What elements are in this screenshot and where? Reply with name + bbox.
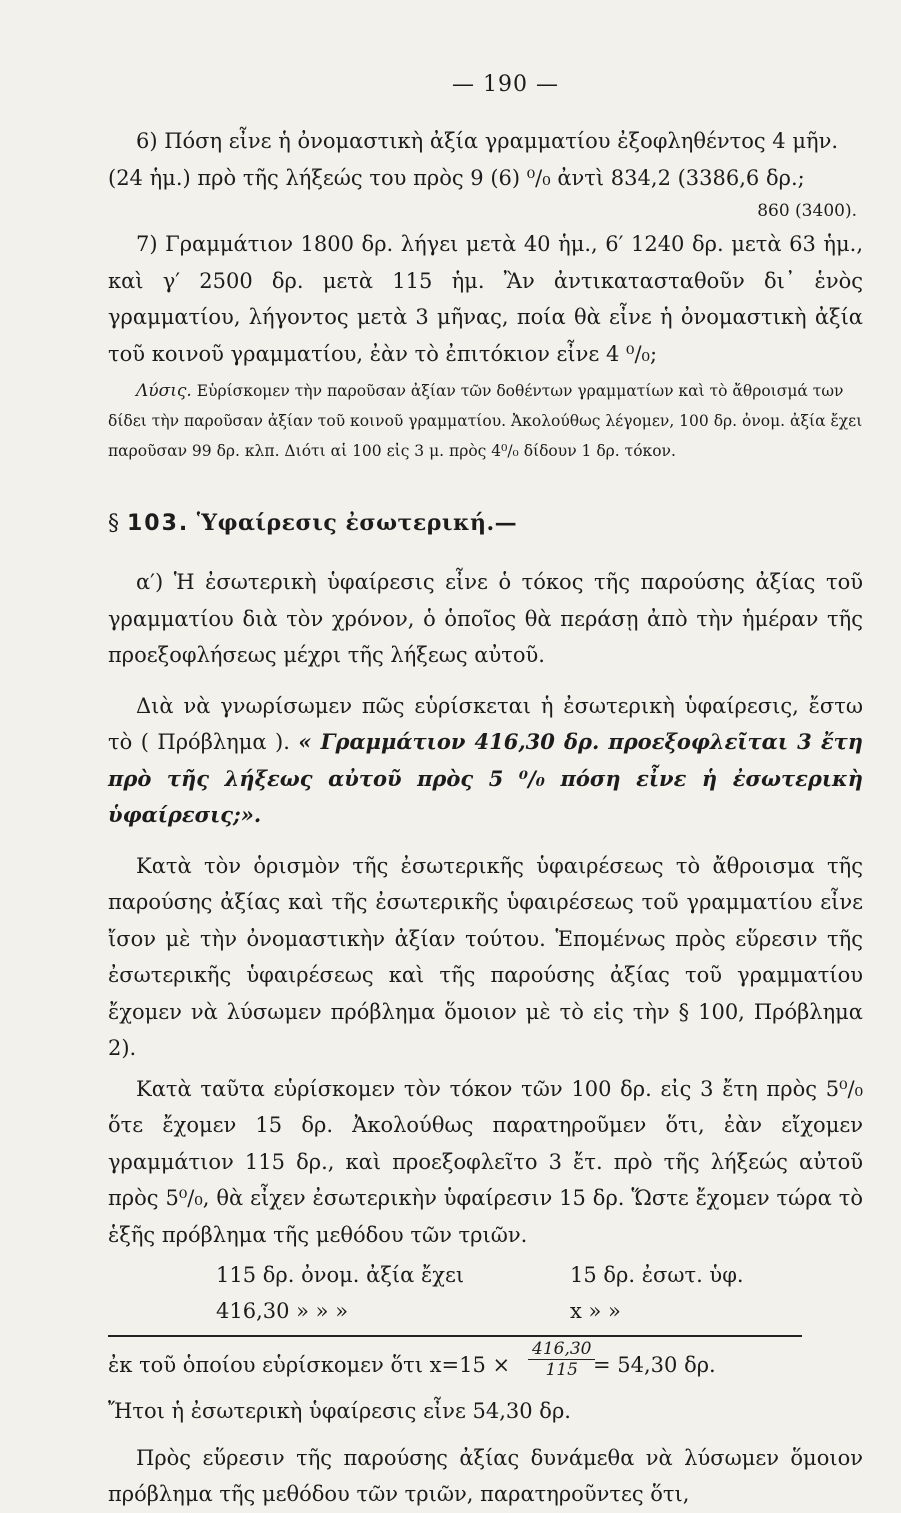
rule-of-three-table bbox=[108, 1257, 863, 1337]
problem-6-line-2: (24 ἡμ.) πρὸ τῆς λήξεώς του πρὸς 9 (6) ⁰/₀ ἀντὶ 834,2 (3386,6 δρ.; bbox=[108, 165, 805, 190]
solution-label: Λύσις. bbox=[136, 381, 192, 401]
fraction-denominator: 115 bbox=[545, 1360, 578, 1380]
paragraph-b-problem: « Γραμμάτιον 416,30 δρ. προεξοφλεῖται 3 ἔτη πρὸ τῆς λήξεως αὐτοῦ πρὸς 5 ⁰/₀ πόση εἶνε ἡ ἐσωτερικὴ ὑφαίρεσις;». bbox=[108, 729, 863, 827]
section-sign: § bbox=[108, 511, 120, 536]
paragraph-c: Κατὰ τὸν ὁρισμὸν τῆς ἐσωτερικῆς ὑφαιρέσεως τὸ ἄθροισμα τῆς παρούσης ἀξίας καὶ τῆς ἐσωτερικῆς ὑφαιρέσεως τοῦ γραμματίου εἶνε ἴσον μὲ τὴν ὀνομαστικὴν ἀξίαν τούτου. Ἑπομένως πρὸς εὕρεσιν τῆς ἐσωτερικῆς ὑφαιρέσεως καὶ τῆς παρούσης ἀξίας τοῦ γραμματίου ἔχομεν νὰ λύσωμεν πρόβλημα ὅμοιον μὲ τὸ εἰς τὴν § 100, Πρόβλημα 2). bbox=[108, 853, 863, 1060]
result-line: Ἤτοι ἡ ἐσωτερικὴ ὑφαίρεσις εἶνε 54,30 δρ. bbox=[108, 1399, 571, 1423]
row-1-right: 15 δρ. ἐσωτ. ὑφ. bbox=[570, 1263, 744, 1287]
table-row bbox=[108, 1293, 863, 1329]
row-2-left: 416,30 » » » bbox=[216, 1299, 349, 1323]
problem-6-line-1: 6) Πόση εἶνε ἡ ὀνομαστικὴ ἀξία γραμματίου ἐξοφληθέντος 4 μῆν. bbox=[136, 129, 839, 153]
problem-6-answer: 860 (3400). bbox=[757, 201, 857, 221]
table-rule bbox=[108, 1335, 802, 1337]
formula-lead: ἐκ τοῦ ὁποίου εὑρίσκομεν ὅτι x=15 × bbox=[108, 1353, 511, 1377]
page-number: — 190 — bbox=[452, 72, 559, 97]
section-heading bbox=[108, 510, 863, 536]
solution-text: Εὑρίσκομεν τὴν παροῦσαν ἀξίαν τῶν δοθέντων γραμματίων καὶ τὸ ἄθροισμά των δίδει τὴν παροῦσαν ἀξίαν τοῦ κοινοῦ γραμματίου. Ἀκολούθως λέγομεν, 100 δρ. ὀνομ. ἀξία ἔχει παροῦσαν 99 δρ. κλπ. Διότι αἱ 100 εἰς 3 μ. πρὸς 4⁰/₀ δίδουν 1 δρ. τόκον. bbox=[108, 382, 863, 460]
paragraph-b-intro: Διὰ νὰ γνωρίσωμεν πῶς εὑρίσκεται ἡ ἐσωτερικὴ ὑφαίρεσις, ἔστω τὸ ( Πρόβλημα ). bbox=[108, 693, 863, 754]
formula-result: = 54,30 δρ. bbox=[593, 1353, 716, 1377]
problem-7: 7) Γραμμάτιον 1800 δρ. λήγει μετὰ 40 ἡμ., 6′ 1240 δρ. μετὰ 63 ἡμ., καὶ γ′ 2500 δρ. μετὰ 115 ἡμ. Ἂν ἀντικατασταθοῦν δι᾽ ἑνὸς γραμματίου, λήγοντος μετὰ 3 μῆνας, ποία θὰ εἶνε ἡ ὀνομαστικὴ ἀξία τοῦ κοινοῦ γραμματίου, ἐὰν τὸ ἐπιτόκιον εἶνε 4 ⁰/₀; bbox=[108, 232, 863, 366]
section-number: 103. bbox=[127, 511, 190, 536]
section-title: Ὑφαίρεσις ἐσωτερική.— bbox=[196, 510, 518, 536]
paragraph-b bbox=[108, 688, 863, 834]
formula bbox=[108, 1339, 863, 1393]
paragraph-d: Κατὰ ταῦτα εὑρίσκομεν τὸν τόκον τῶν 100 δρ. εἰς 3 ἔτη πρὸς 5⁰/₀ ὅτε ἔχομεν 15 δρ. Ἀκολούθως παρατηροῦμεν ὅτι, ἐὰν εἴχομεν γραμμάτιον 115 δρ., καὶ προεξοφλεῖτο 3 ἔτ. πρὸ τῆς λήξεώς αὐτοῦ πρὸς 5⁰/₀, θὰ εἶχεν ἐσωτερικὴν ὑφαίρεσιν 15 δρ. Ὥστε ἔχομεν τώρα τὸ ἑξῆς πρόβλημα τῆς μεθόδου τῶν τριῶν. bbox=[108, 1076, 863, 1247]
row-1-left: 115 δρ. ὀνομ. ἀξία ἔχει bbox=[216, 1263, 465, 1287]
row-2-right: x » » bbox=[570, 1299, 621, 1323]
closing-paragraph: Πρὸς εὕρεσιν τῆς παρούσης ἀξίας δυνάμεθα νὰ λύσωμεν ὅμοιον πρόβλημα τῆς μεθόδου τῶν τριῶν, παρατηροῦντες ὅτι, bbox=[108, 1445, 863, 1506]
formula-fraction bbox=[528, 1339, 595, 1380]
paragraph-a: α′) Ἡ ἐσωτερικὴ ὑφαίρεσις εἶνε ὁ τόκος τῆς παρούσης ἀξίας τοῦ γραμματίου διὰ τὸν χρόνον, ὁ ὁποῖος θὰ περάσῃ ἀπὸ τὴν ἡμέραν τῆς προεξοφλήσεως μέχρι τῆς λήξεως αὐτοῦ. bbox=[108, 570, 863, 667]
solution-paragraph bbox=[108, 376, 863, 466]
fraction-numerator: 416,30 bbox=[528, 1339, 595, 1360]
table-row bbox=[108, 1257, 863, 1293]
